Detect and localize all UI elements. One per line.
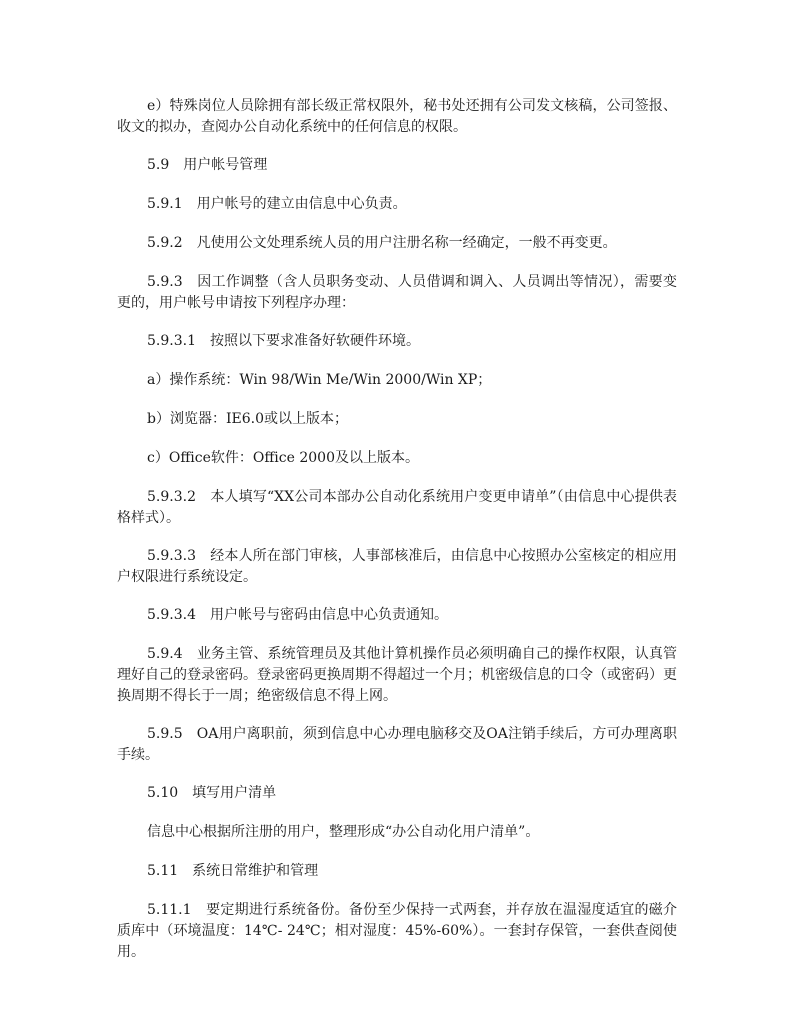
list-item-operating-system: a）操作系统：Win 98/Win Me/Win 2000/Win XP；: [147, 372, 492, 388]
paragraph-user-list: 信息中心根据所注册的用户，整理形成“办公自动化用户清单”。: [147, 824, 540, 840]
list-item-office-software: c）Office软件：Office 2000及以上版本。: [147, 450, 419, 466]
section-heading-5-11: 5.11 系统日常维护和管理: [147, 863, 319, 879]
paragraph-special-permissions: e）特殊岗位人员除拥有部长级正常权限外，秘书处还拥有公司发文核稿，公司签报、收文的拟办，查阅办公自动化系统中的任何信息的权限。: [117, 98, 677, 135]
document-body: [117, 96, 677, 980]
paragraph-5-9-3: 5.9.3 因工作调整（含人员职务变动、人员借调和调入、人员调出等情况），需要变更的，用户帐号申请按下列程序办理：: [117, 274, 677, 311]
paragraph-5-9-5: 5.9.5 OA用户离职前，须到信息中心办理电脑移交及OA注销手续后，方可办理离职手续。: [117, 726, 677, 763]
paragraph-5-9-3-4: 5.9.3.4 用户帐号与密码由信息中心负责通知。: [147, 607, 448, 623]
paragraph-5-11-1: 5.11.1 要定期进行系统备份。备份至少保持一式两套，并存放在温湿度适宜的磁介质库中（环境温度：14℃- 24℃；相对湿度：45%-60%）。一套封存保管，一套供查阅使用。: [117, 902, 677, 960]
paragraph-5-9-2: 5.9.2 凡使用公文处理系统人员的用户注册名称一经确定，一般不再变更。: [147, 235, 617, 251]
list-item-browser: b）浏览器：IE6.0或以上版本；: [147, 411, 348, 427]
paragraph-5-9-3-1: 5.9.3.1 按照以下要求准备好软硬件环境。: [147, 333, 420, 349]
paragraph-5-9-3-2: 5.9.3.2 本人填写“XX公司本部办公自动化系统用户变更申请单”（由信息中心提供表格样式）。: [117, 489, 677, 526]
section-heading-5-9: 5.9 用户帐号管理: [147, 157, 268, 173]
paragraph-5-9-3-3: 5.9.3.3 经本人所在部门审核，人事部核准后，由信息中心按照办公室核定的相应用户权限进行系统设定。: [117, 548, 677, 585]
paragraph-5-9-1: 5.9.1 用户帐号的建立由信息中心负责。: [147, 196, 407, 212]
paragraph-5-9-4: 5.9.4 业务主管、系统管理员及其他计算机操作员必须明确自己的操作权限，认真管理好自己的登录密码。登录密码更换周期不得超过一个月；机密级信息的口令（或密码）更换周期不得长于一周；绝密级信息不得上网。: [117, 646, 677, 704]
section-heading-5-10: 5.10 填写用户清单: [147, 785, 277, 801]
